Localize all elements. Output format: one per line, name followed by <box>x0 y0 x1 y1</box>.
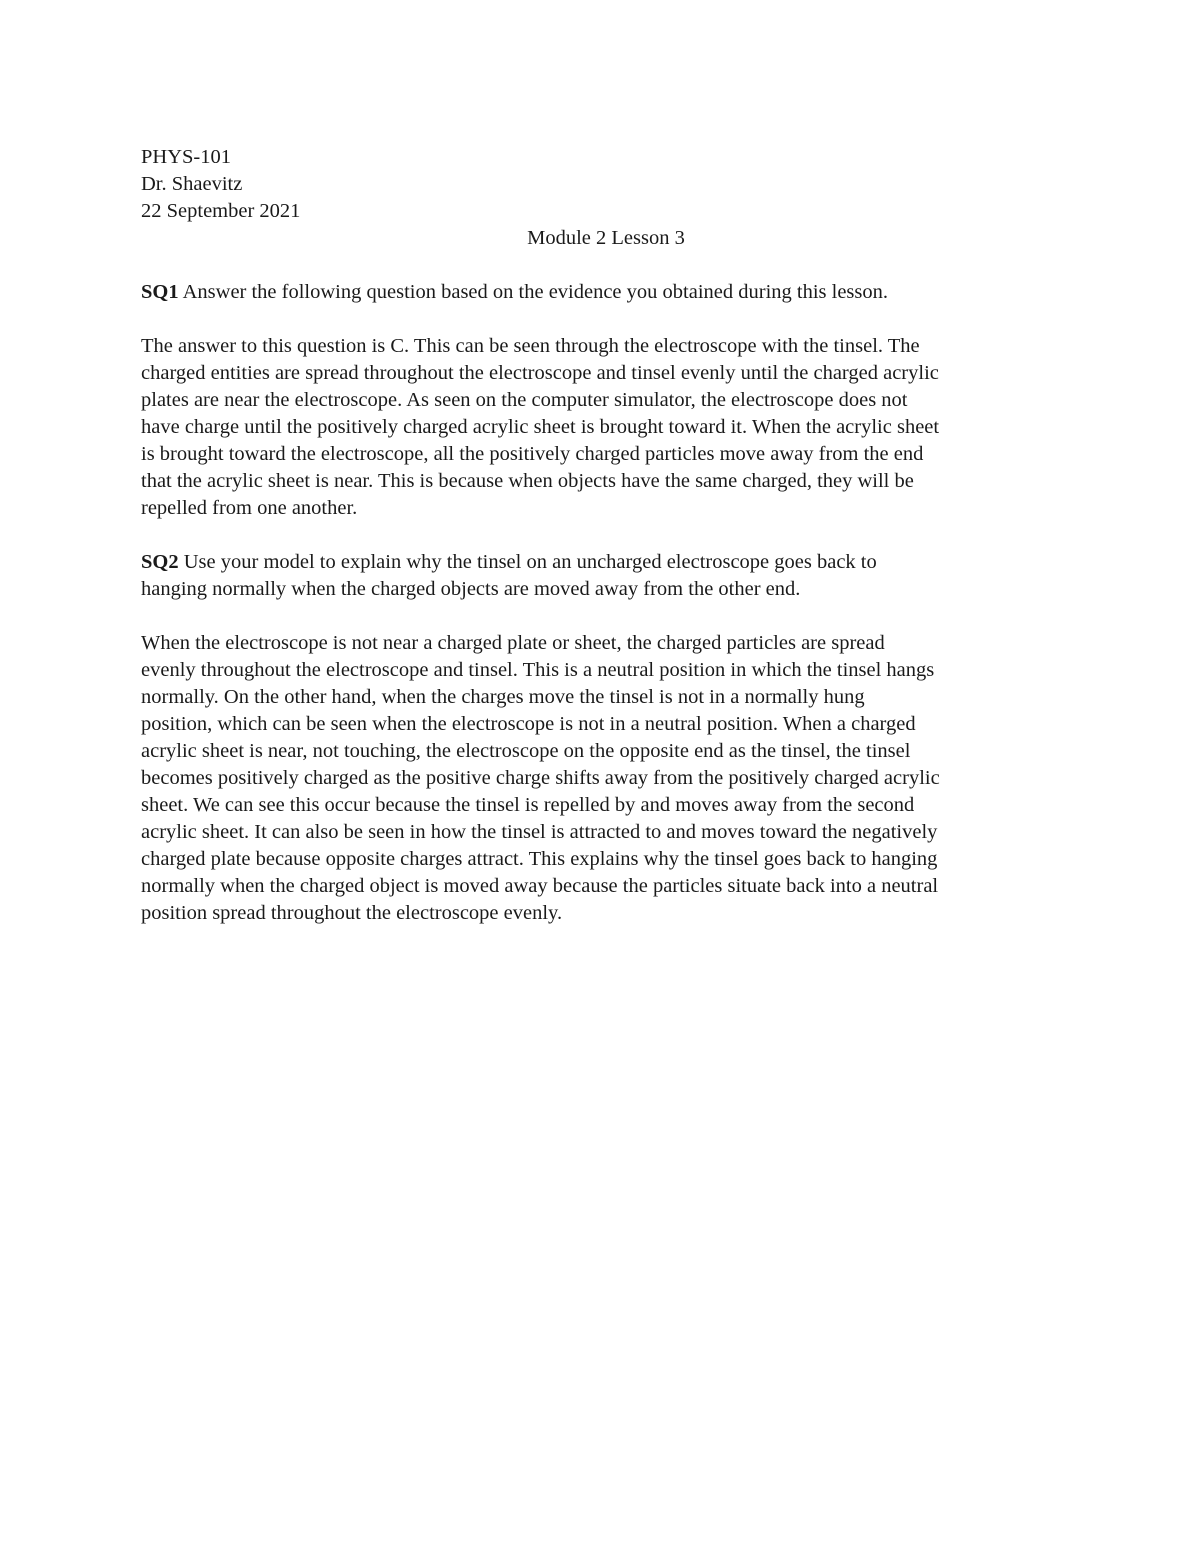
sq1-label: SQ1 <box>141 281 179 303</box>
sq2-answer-line: acrylic sheet. It can also be seen in how the tinsel is attracted to and moves toward the negatively <box>141 821 938 843</box>
course-code: PHYS-101 <box>141 146 231 168</box>
spacer <box>141 522 1071 549</box>
sq2-prompt-line: hanging normally when the charged objects are moved away from the other end. <box>141 578 801 600</box>
sq2-answer-line: position spread throughout the electroscope evenly. <box>141 902 563 924</box>
spacer <box>141 252 1071 279</box>
document-title: Module 2 Lesson 3 <box>527 227 685 249</box>
sq2-label: SQ2 <box>141 551 179 573</box>
spacer <box>141 306 1071 333</box>
sq1-answer-line: charged entities are spread throughout the electroscope and tinsel evenly until the charged acrylic <box>141 362 939 384</box>
instructor-name: Dr. Shaevitz <box>141 173 243 195</box>
sq2-answer-line: acrylic sheet is near, not touching, the electroscope on the opposite end as the tinsel, the tinsel <box>141 740 911 762</box>
sq2-question-line <box>141 549 1071 576</box>
sq1-answer <box>141 333 1071 522</box>
document-body <box>141 144 1071 927</box>
sq1-answer-line: that the acrylic sheet is near. This is because when objects have the same charged, they will be <box>141 470 914 492</box>
sq1-answer-line: repelled from one another. <box>141 497 358 519</box>
sq2-question <box>141 549 1071 603</box>
sq1-prompt: Answer the following question based on the evidence you obtained during this lesson. <box>178 281 889 303</box>
sq1-answer-line: plates are near the electroscope. As seen on the computer simulator, the electroscope does not <box>141 389 908 411</box>
sq2-prompt-line: Use your model to explain why the tinsel on an uncharged electroscope goes back to <box>178 551 877 573</box>
submission-date: 22 September 2021 <box>141 200 301 222</box>
sq2-answer-line: When the electroscope is not near a charged plate or sheet, the charged particles are spread <box>141 632 885 654</box>
sq2-answer-line: sheet. We can see this occur because the tinsel is repelled by and moves away from the second <box>141 794 915 816</box>
sq2-answer <box>141 630 1071 927</box>
sq2-answer-line: becomes positively charged as the positive charge shifts away from the positively charged acrylic <box>141 767 940 789</box>
sq2-answer-line: charged plate because opposite charges attract. This explains why the tinsel goes back to hanging <box>141 848 938 870</box>
sq2-answer-line: position, which can be seen when the electroscope is not in a neutral position. When a charged <box>141 713 916 735</box>
sq2-answer-line: evenly throughout the electroscope and tinsel. This is a neutral position in which the tinsel hangs <box>141 659 935 681</box>
spacer <box>141 603 1071 630</box>
sq2-answer-line: normally when the charged object is moved away because the particles situate back into a neutral <box>141 875 939 897</box>
sq2-answer-line: normally. On the other hand, when the charges move the tinsel is not in a normally hung <box>141 686 865 708</box>
sq1-question <box>141 279 1071 306</box>
sq1-answer-line: is brought toward the electroscope, all the positively charged particles move away from the end <box>141 443 924 465</box>
sq1-answer-line: The answer to this question is C. This can be seen through the electroscope with the tinsel. The <box>141 335 920 357</box>
sq1-answer-line: have charge until the positively charged acrylic sheet is brought toward it. When the acrylic sheet <box>141 416 940 438</box>
